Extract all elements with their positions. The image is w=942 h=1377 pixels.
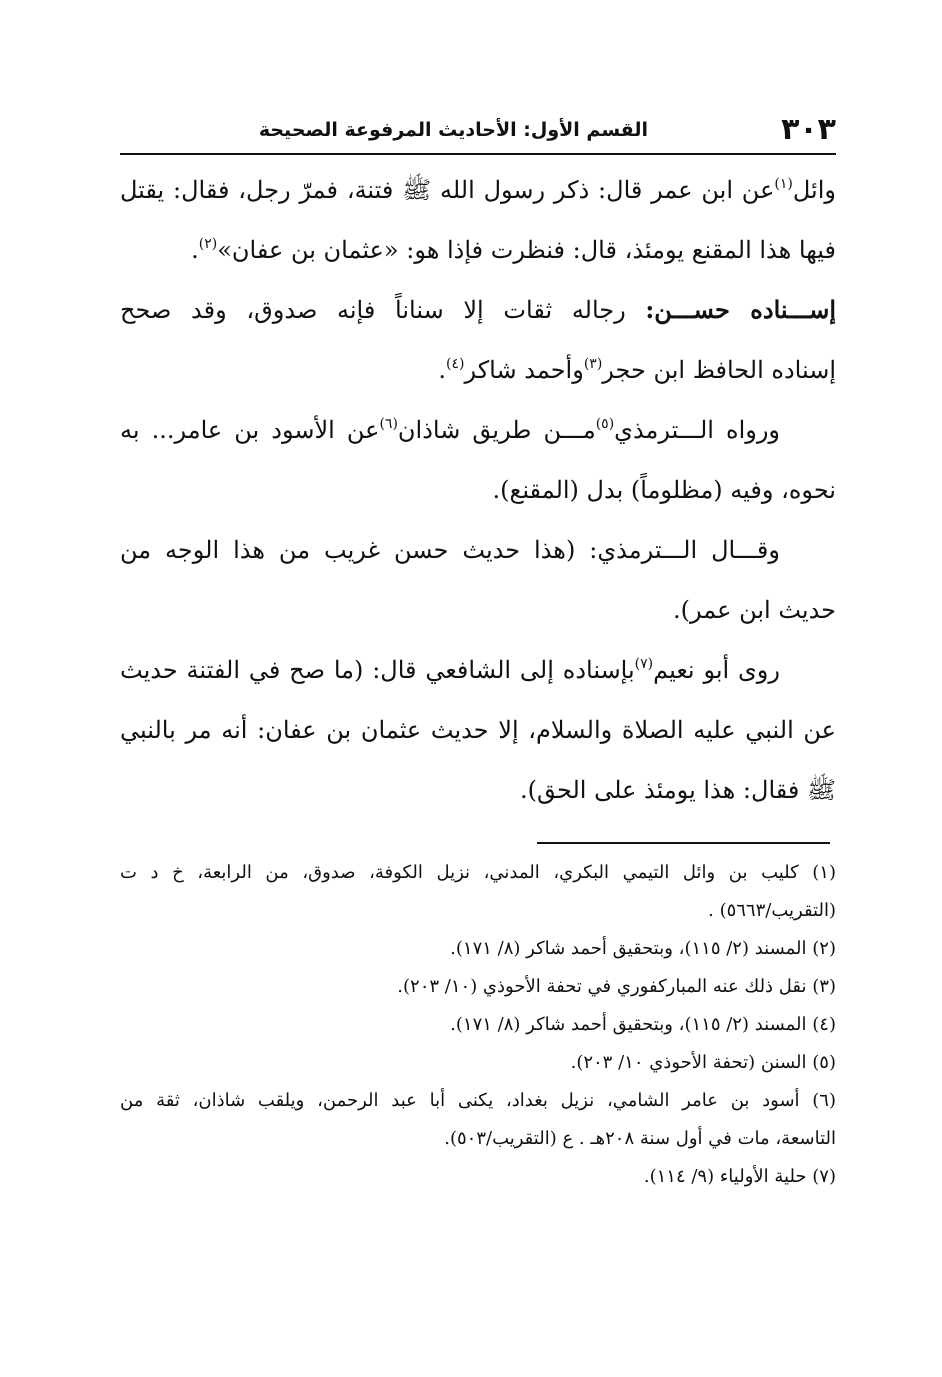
- footnote-ref-5: (٥): [595, 416, 615, 432]
- paragraph-2-line-1: إســـناده حســـن: رجاله ثقات إلا سناناً فإنه صدوق، وقد صحح: [120, 295, 836, 324]
- running-title: القسم الأول: الأحاديث المرفوعة الصحيحة: [258, 119, 648, 141]
- footnotes: [120, 854, 836, 1196]
- footnote-1-line-1: (١) كليب بن وائل التيمي البكري، المدني، نزيل الكوفة، صدوق، من الرابعة، خ د ت: [120, 862, 836, 883]
- footnote-6-line-1: (٦) أسود بن عامر الشامي، نزيل بغداد، يكنى أبا عبد الرحمن، ويلقب شاذان، ثقة من: [120, 1090, 836, 1111]
- paragraph-3-line-1: ورواه الـــترمذي$^{(٥)}$مـــن طريق شاذان$^{(٦)}$عن الأسود بن عامر... به: [120, 416, 781, 444]
- paragraph-5-line-2: عن النبي عليه الصلاة والسلام، إلا حديث عثمان بن عفان: أنه مر بالنبي: [120, 716, 836, 744]
- paragraph-5-line-3: ﷺ فقال: هذا يومئذ على الحق).: [519, 776, 836, 804]
- page-header: [120, 110, 836, 150]
- paragraph-1-line-1: وائل$^{(١)}$عن ابن عمر قال: ذكر رسول الله ﷺ فتنة، فمرّ رجل، فقال: يقتل: [120, 176, 836, 204]
- footnote-separator: [537, 842, 830, 844]
- header-rule: [120, 153, 836, 155]
- footnote-ref-7: (٧): [634, 656, 654, 672]
- paragraph-4-line-2: حديث ابن عمر).: [673, 596, 836, 624]
- footnote-2: (٢) المسند (٢/ ١١٥)، وبتحقيق أحمد شاكر (٨/ ١٧١).: [450, 938, 836, 959]
- paragraph-1-line-2: فيها هذا المقنع يومئذ، قال: فنظرت فإذا هو: «عثمان بن عفان»$^{(٢)}$.: [191, 236, 836, 264]
- footnote-3: (٣) نقل ذلك عنه المباركفوري في تحفة الأحوذي (١٠/ ٢٠٣).: [397, 976, 836, 997]
- footnote-5: (٥) السنن (تحفة الأحوذي ١٠/ ٢٠٣).: [570, 1052, 836, 1073]
- footnote-1-line-2: (التقريب/٥٦٦٣) .: [708, 900, 836, 921]
- grading-label: إســـناده حســـن:: [645, 295, 836, 324]
- footnote-ref-3: (٣): [583, 356, 603, 372]
- footnote-ref-4: (٤): [446, 356, 465, 372]
- footnote-ref-6: (٦): [379, 416, 398, 432]
- paragraph-4-line-1: وقـــال الـــترمذي: (هذا حديث حسن غريب من هذا الوجه من: [120, 536, 780, 564]
- footnote-ref-1: (١): [774, 176, 793, 192]
- footnote-4: (٤) المسند (٢/ ١١٥)، وبتحقيق أحمد شاكر (٨/ ١٧١).: [450, 1014, 836, 1035]
- paragraph-3-line-2: نحوه، وفيه (مظلوماً) بدل (المقنع).: [492, 476, 836, 504]
- paragraph-5-line-1: روى أبو نعيم$^{(٧)}$بإسناده إلى الشافعي قال: (ما صح في الفتنة حديث: [120, 656, 780, 684]
- footnote-6-line-2: التاسعة، مات في أول سنة ٢٠٨هـ . ع (التقريب/٥٠٣).: [444, 1128, 836, 1149]
- paragraph-2-line-2: إسناده الحافظ ابن حجر$^{(٣)}$وأحمد شاكر$^{(٤)}$.: [438, 356, 836, 384]
- page-number: ٣٠٣: [781, 112, 836, 147]
- footnote-7: (٧) حلية الأولياء (٩/ ١١٤).: [643, 1166, 836, 1187]
- footnote-ref-2: (٢): [198, 236, 218, 252]
- main-text: [120, 160, 836, 820]
